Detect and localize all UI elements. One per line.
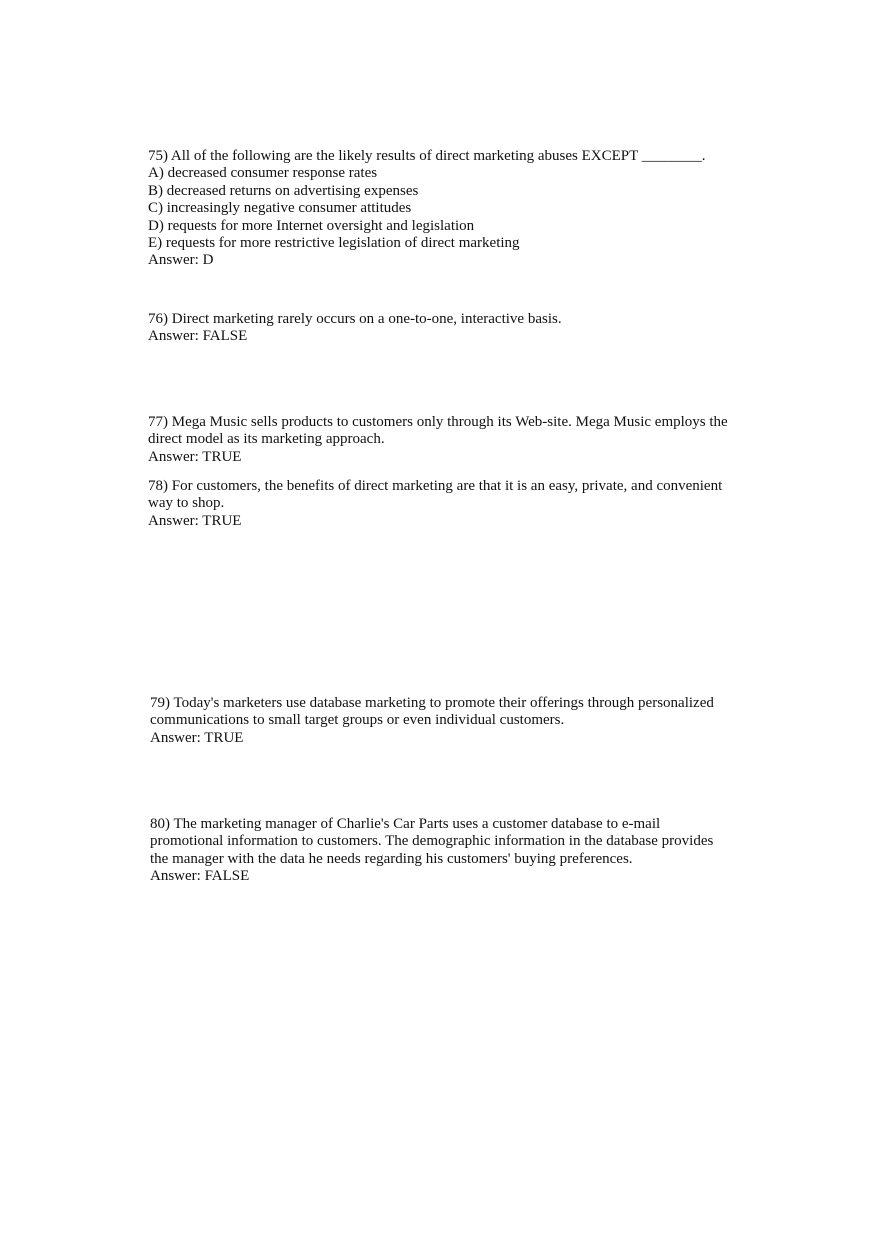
question-text: direct model as its marketing approach. (148, 431, 385, 448)
question-text: promotional information to customers. The demographic information in the database provides (150, 833, 714, 850)
option-d: D) requests for more Internet oversight and legislation (148, 217, 475, 234)
answer: Answer: TRUE (148, 448, 242, 465)
option-e: E) requests for more restrictive legislation of direct marketing (148, 235, 520, 252)
question-text: 75) All of the following are the likely results of direct marketing abuses EXCEPT ________. (148, 148, 706, 164)
question-78 (148, 478, 748, 530)
question-text: communications to small target groups or even individual customers. (150, 712, 565, 729)
question-text: 78) For customers, the benefits of direct marketing are that it is an easy, private, and convenient (148, 478, 723, 494)
option-a: A) decreased consumer response rates (148, 165, 378, 182)
question-text: way to shop. (148, 495, 225, 512)
question-79 (150, 695, 750, 747)
answer: Answer: FALSE (148, 328, 248, 345)
answer: Answer: TRUE (148, 512, 242, 529)
question-text: the manager with the data he needs regarding his customers' buying preferences. (150, 850, 633, 867)
question-75 (148, 148, 748, 270)
question-text: 80) The marketing manager of Charlie's Car Parts uses a customer database to e-mail (150, 816, 661, 832)
answer: Answer: TRUE (150, 729, 244, 746)
option-b: B) decreased returns on advertising expenses (148, 182, 419, 199)
question-77 (148, 414, 748, 466)
question-text: 76) Direct marketing rarely occurs on a one-to-one, interactive basis. (148, 311, 562, 327)
question-text: 77) Mega Music sells products to customers only through its Web-site. Mega Music employs the (148, 414, 728, 430)
question-80 (150, 816, 750, 886)
answer: Answer: FALSE (150, 868, 250, 885)
option-c: C) increasingly negative consumer attitudes (148, 200, 412, 217)
question-text: 79) Today's marketers use database marketing to promote their offerings through personalized (150, 695, 714, 711)
question-76 (148, 311, 748, 346)
answer: Answer: D (148, 252, 214, 269)
